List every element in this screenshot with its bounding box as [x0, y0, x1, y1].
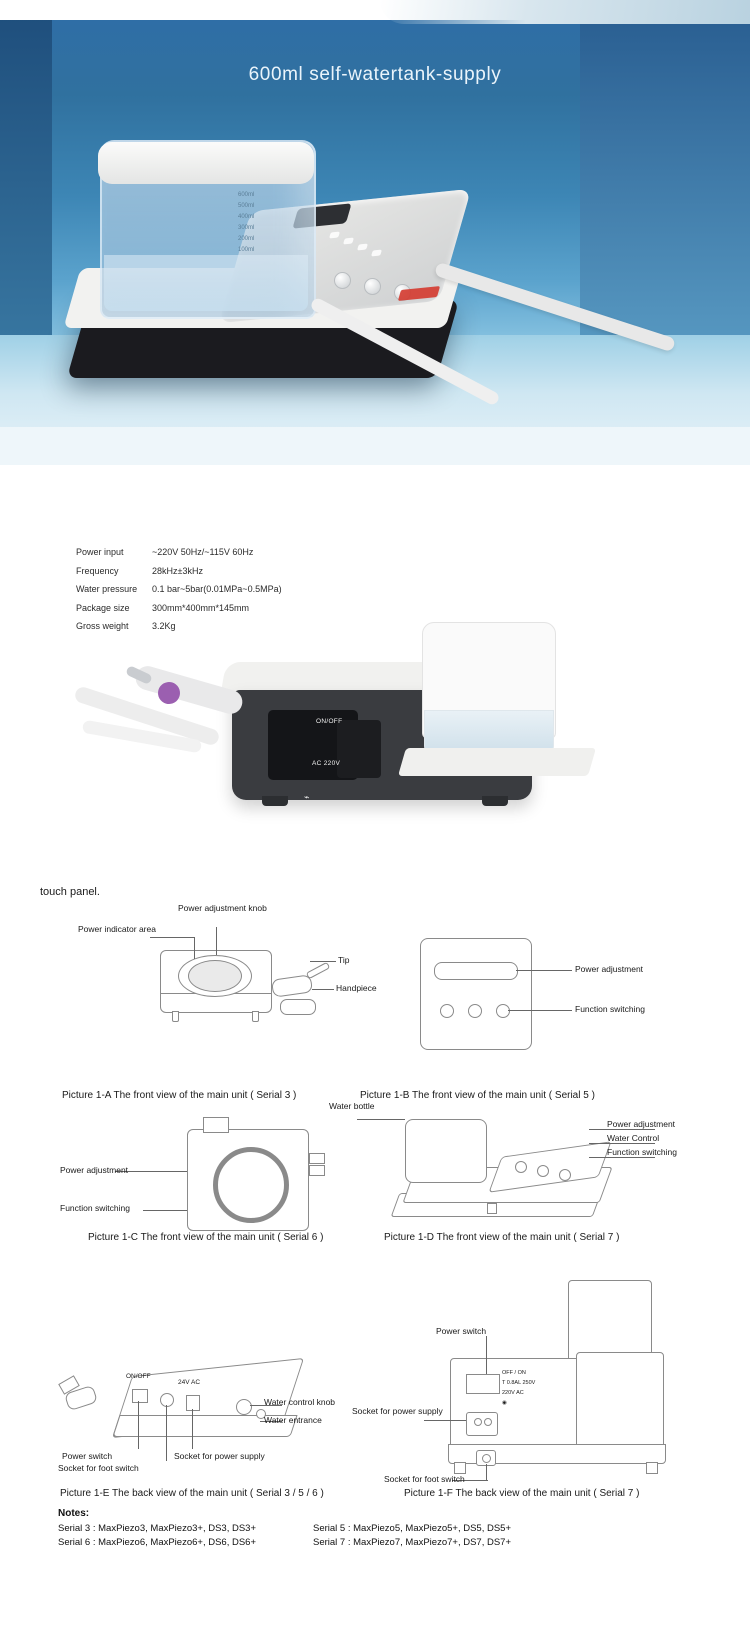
- spec-key: Power input: [76, 547, 124, 557]
- hero-knob: [334, 272, 351, 289]
- function-button[interactable]: [559, 1169, 571, 1181]
- spec-value: ~220V 50Hz/~115V 60Hz: [152, 547, 254, 557]
- label-function-switching: Function switching: [60, 1203, 130, 1213]
- socket-pin: [484, 1418, 492, 1426]
- figure-1f: [352, 1278, 720, 1484]
- touch-panel-heading: touch panel.: [40, 886, 100, 898]
- tank-tick: 200ml: [238, 236, 255, 242]
- function-button[interactable]: [537, 1165, 549, 1177]
- label-power-switch: Power switch: [436, 1326, 487, 1336]
- spec-value: 300mm*400mm*145mm: [152, 602, 250, 613]
- socket-pin: [474, 1418, 482, 1426]
- power-adjustment-knob[interactable]: [188, 960, 242, 992]
- tank-tick: 400ml: [238, 214, 255, 220]
- function-button[interactable]: [468, 1004, 482, 1018]
- leader-line: [143, 1210, 187, 1211]
- figure-1a: [78, 903, 377, 1045]
- offon-print: OFF / ON: [502, 1370, 526, 1376]
- unit-front-panel: [420, 938, 532, 1050]
- hero-water-tank-lid: [98, 142, 314, 184]
- note-line: Serial 5 : MaxPiezo5, MaxPiezo5+, DS5, DS5+: [313, 1523, 512, 1534]
- hero-decorative-curve: [380, 0, 750, 24]
- label-handpiece: Handpiece: [336, 983, 377, 993]
- leader-line: [424, 1420, 466, 1421]
- leader-line: [486, 1336, 487, 1374]
- spec-row: [76, 543, 282, 562]
- leader-line: [357, 1119, 405, 1120]
- notes-title: Notes:: [58, 1508, 90, 1519]
- label-power-adjustment: Power adjustment: [60, 1165, 129, 1175]
- fuse-print: T 0.8AL 250V: [502, 1380, 536, 1386]
- label-water-control: Water Control: [607, 1133, 660, 1143]
- note-line: Serial 3 : MaxPiezo3, MaxPiezo3+, DS3, DS3+: [58, 1523, 257, 1534]
- leader-line: [216, 927, 217, 955]
- label-socket-power-supply-line1: Socket for power supply: [352, 1406, 443, 1416]
- label-power-switch: Power switch: [62, 1451, 113, 1461]
- ac-label: AC 220V: [312, 760, 341, 767]
- power-switch[interactable]: [132, 1389, 148, 1403]
- leader-line: [310, 961, 336, 962]
- leader-line: [150, 937, 194, 938]
- power-adjustment-slider[interactable]: [434, 962, 518, 980]
- spec-value: 0.1 bar~5bar(0.01MPa~0.5MPa): [152, 584, 282, 594]
- figure-1e: [60, 1355, 360, 1485]
- label-power-adjustment: Power adjustment: [575, 964, 644, 974]
- function-button[interactable]: [496, 1004, 510, 1018]
- hero-tank-scale: [238, 190, 298, 300]
- hero-floor-front: [0, 427, 750, 465]
- leader-line: [486, 1464, 487, 1480]
- label-power-indicator-area: Power indicator area: [78, 924, 156, 934]
- spec-value: 28kHz±3kHz: [152, 565, 203, 576]
- tank-tick: 100ml: [238, 247, 255, 253]
- unit-foot: [646, 1462, 658, 1474]
- unit-right-body: [576, 1352, 664, 1450]
- notes-block: [58, 1507, 698, 1550]
- caption-1d: Picture 1-D The front view of the main unit ( Serial 7 ): [384, 1232, 620, 1243]
- label-socket-power-supply: Socket for power supply: [174, 1451, 265, 1461]
- unit-foot: [487, 1203, 497, 1214]
- unit-shelf: [398, 748, 596, 776]
- handpiece-cable-end: [280, 999, 316, 1015]
- leader-line: [589, 1129, 655, 1130]
- tank-tick: 500ml: [238, 203, 255, 209]
- unit-foot: [482, 796, 508, 806]
- caption-1e: Picture 1-E The back view of the main unit ( Serial 3 / 5 / 6 ): [60, 1488, 324, 1499]
- scaler-tip: [306, 962, 330, 979]
- hero-image: [0, 0, 750, 465]
- caption-1c: Picture 1-C The front view of the main unit ( Serial 6 ): [88, 1232, 324, 1243]
- spec-key: Frequency: [76, 565, 119, 576]
- function-button[interactable]: [440, 1004, 454, 1018]
- water-control-knob[interactable]: [236, 1399, 252, 1415]
- label-power-adjustment: Power adjustment: [607, 1119, 676, 1129]
- label-socket-foot-switch: Socket for foot switch: [58, 1463, 139, 1473]
- figure-1d: [329, 1101, 705, 1230]
- ground-symbol: ◉: [502, 1400, 507, 1406]
- side-port: [309, 1153, 325, 1164]
- note-line: Serial 6 : MaxPiezo6, MaxPiezo6+, DS6, DS6+: [58, 1537, 257, 1548]
- spec-row: [76, 562, 282, 581]
- label-power-adjustment-knob: Power adjustment knob: [178, 903, 267, 913]
- note-line: Serial 7 : MaxPiezo7, MaxPiezo7+, DS7, DS7+: [313, 1537, 512, 1548]
- caption-1a: Picture 1-A The front view of the main unit ( Serial 3 ): [62, 1090, 297, 1101]
- leader-line: [192, 1409, 193, 1449]
- socket-power-supply[interactable]: [186, 1395, 200, 1411]
- label-socket-foot-switch: Socket for foot switch: [384, 1474, 465, 1484]
- spec-key: Gross weight: [76, 621, 129, 631]
- socket-foot-switch[interactable]: [160, 1393, 174, 1407]
- leader-line: [138, 1401, 139, 1449]
- label-water-control-knob: Water control knob: [264, 1397, 336, 1407]
- tank-tick: 600ml: [238, 192, 255, 198]
- leader-line: [589, 1143, 655, 1144]
- unit-foot: [454, 1462, 466, 1474]
- unit-foot: [172, 1011, 179, 1022]
- label-tip: Tip: [338, 955, 350, 965]
- voltage-print: 220V AC: [502, 1390, 524, 1396]
- side-view-photo: [72, 600, 592, 845]
- unit-top-cap: [203, 1117, 229, 1133]
- leader-line: [166, 1405, 167, 1461]
- onoff-label: ON/OFF: [316, 718, 343, 725]
- label-function-switching: Function switching: [575, 1004, 645, 1014]
- label-water-entrance: Water entrance: [264, 1415, 322, 1425]
- tank-tick: 300ml: [238, 225, 255, 231]
- spec-row: [76, 580, 282, 599]
- socket-foot-switch-pin: [482, 1454, 491, 1463]
- label-function-switching: Function switching: [607, 1147, 677, 1157]
- unit-recess-2: [337, 720, 381, 778]
- spec-key: Package size: [76, 602, 130, 613]
- leader-line: [312, 989, 334, 990]
- hero-title: 600ml self-watertank-supply: [248, 64, 502, 85]
- label-water-bottle: Water bottle: [329, 1101, 375, 1111]
- leader-line: [508, 1010, 572, 1011]
- unit-foot: [252, 1011, 259, 1022]
- power-adjustment-dial[interactable]: [213, 1147, 289, 1223]
- hero-knob: [364, 278, 381, 295]
- function-button[interactable]: [515, 1161, 527, 1173]
- onoff-print: ON/OFF: [126, 1373, 151, 1380]
- socket-power-supply[interactable]: [466, 1412, 498, 1436]
- voltage-print: 24V AC: [178, 1379, 201, 1386]
- leader-line: [194, 937, 195, 959]
- power-switch[interactable]: [466, 1374, 500, 1394]
- handpiece-body: [271, 974, 313, 997]
- spec-key: Water pressure: [76, 584, 138, 594]
- unit-foot: [262, 796, 288, 806]
- figure-1b: [420, 938, 700, 1058]
- caption-1b: Picture 1-B The front view of the main unit ( Serial 5 ): [360, 1090, 595, 1101]
- water-bottle: [405, 1119, 487, 1183]
- fuse-icon: ⌁: [304, 792, 310, 802]
- spec-value: 3.2Kg: [152, 621, 176, 631]
- leader-line: [589, 1157, 655, 1158]
- caption-1f: Picture 1-F The back view of the main unit ( Serial 7 ): [404, 1488, 640, 1499]
- leader-line: [516, 970, 572, 971]
- side-port: [309, 1165, 325, 1176]
